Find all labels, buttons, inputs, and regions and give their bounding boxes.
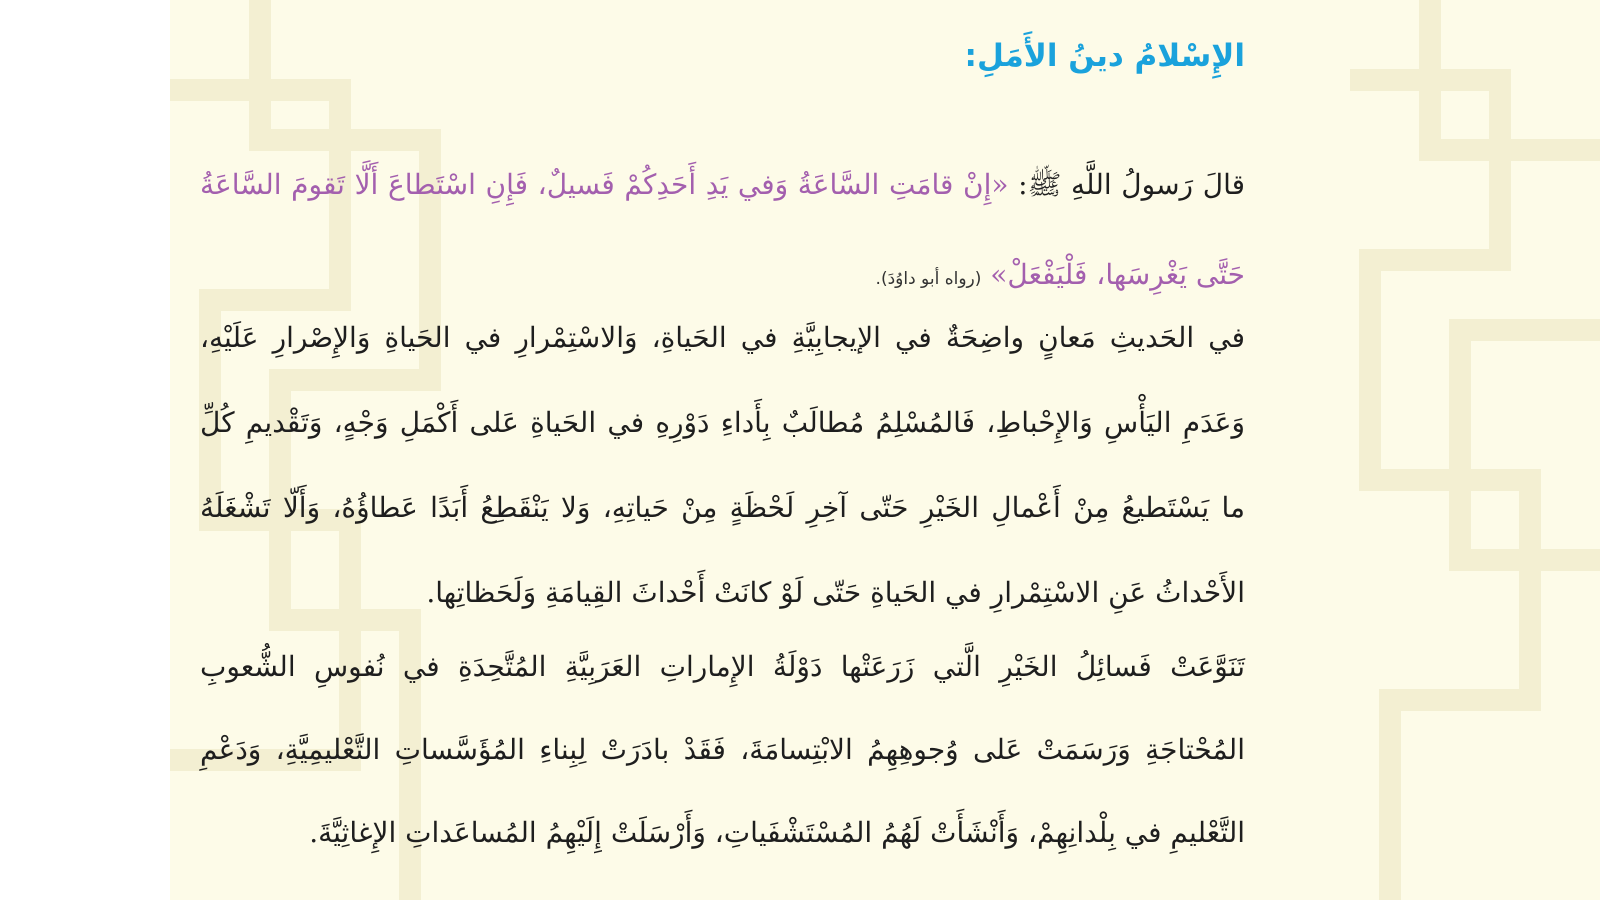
paragraph-explanation: في الحَديثِ مَعانٍ واضِحَةٌ في الإيجابِيَّةِ في الحَياةِ، وَالاسْتِمْرارِ في الحَياةِ وَالإِصْرارِ عَلَيْهِ، وَعَدَمِ اليَأْسِ وَالإِحْباطِ، فَالمُسْلِمُ مُطالَبٌ بِأَداءِ دَوْرِهِ في الحَياةِ عَلى أَكْمَلِ وَجْهٍ، وَتَقْديمِ كُلِّ ما يَسْتَطيعُ مِنْ أَعْمالِ الخَيْرِ حَتّى آخِرِ لَحْظَةٍ مِنْ حَياتِهِ، وَلا يَنْقَطِعُ أَبَدًا عَطاؤُهُ، وَأَلّا تَشْغَلَهُ الأَحْداثُ عَنِ الاسْتِمْرارِ في الحَياةِ حَتّى لَوْ كانَتْ أَحْداثَ القِيامَةِ وَلَحَظاتِها. [200,321,1245,609]
hadith-quote: «إِنْ قامَتِ السَّاعَةُ وَفي يَدِ أَحَدِكُمْ فَسيلٌ، فَإِنِ اسْتَطاعَ أَلَّا تَقومَ السَّاعَةُ حَتَّى يَغْرِسَها، فَلْيَفْعَلْ» [200,168,1245,291]
page-sheet [170,0,1600,900]
section-title: الإِسْلامُ دينُ الأَمَلِ: [964,38,1245,74]
hadith-intro: قالَ رَسولُ اللَّهِ ﷺ: [1008,168,1245,201]
paragraph-uae-aid: تَنَوَّعَتْ فَسائِلُ الخَيْرِ الَّتي زَرَعَتْها دَوْلَةُ الإِماراتِ العَرَبِيَّةِ المُتَّحِدَةِ في نُفوسِ الشُّعوبِ المُحْتاجَةِ وَرَسَمَتْ عَلى وُجوهِهِمُ الابْتِسامَةَ، فَقَدْ بادَرَتْ لِبِناءِ المُؤَسَّساتِ التَّعْليمِيَّةِ، وَدَعْمِ التَّعْليمِ في بِلْدانِهِمْ، وَأَنْشَأَتْ لَهُمُ المُسْتَشْفَياتِ، وَأَرْسَلَتْ إِلَيْهِمُ المُساعَداتِ الإِغاثِيَّةَ. [200,650,1245,849]
hadith-source: (رواه أبو داوُدَ). [875,269,982,289]
